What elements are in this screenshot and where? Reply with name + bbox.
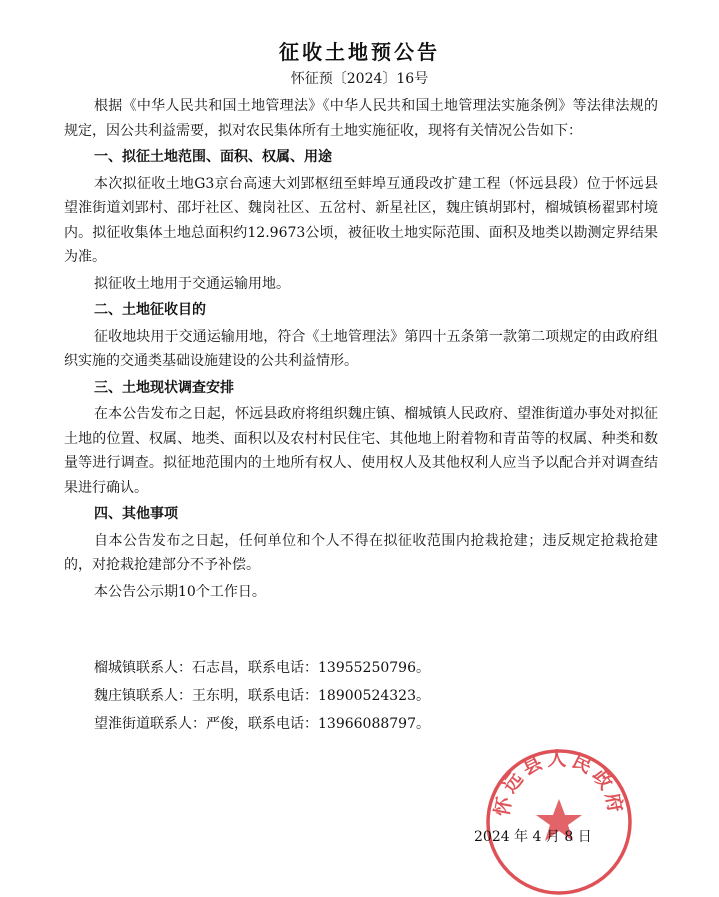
contact-liucheng: 榴城镇联系人：石志昌，联系电话：13955250796。 [94, 660, 430, 676]
section-4-paragraph-2: 本公告公示期10个工作日。 [94, 583, 266, 600]
contact-wanghuai: 望淮街道联系人：严俊，联系电话：13966088797。 [94, 716, 430, 732]
section-heading-3: 三、土地现状调查安排 [94, 379, 234, 396]
section-1-paragraph-1: 本次拟征收土地G3京台高速大刘郢枢纽至蚌埠互通段改扩建工程（怀远县段）位于怀远县望淮街道刘郢村、邵圩社区、魏岗社区、五岔村、新星社区，魏庄镇胡郢村，榴城镇杨翟郢村境内。拟征收集体土地总面积约12.9673公顷，被征收土地实际范围、面积及地类以勘测定界结果为准。 [64, 175, 658, 265]
section-2-paragraph: 征收地块用于交通运输用地，符合《土地管理法》第四十五条第一款第二项规定的由政府组织实施的交通类基础设施建设的公共利益情形。 [64, 328, 658, 369]
notice-body [64, 94, 658, 606]
seal-text: 怀远县人民政府 [491, 748, 627, 818]
section-heading-4: 四、其他事项 [94, 506, 178, 522]
section-heading-1: 一、拟征土地范围、面积、权属、用途 [94, 149, 332, 165]
contact-weizhuang: 魏庄镇联系人：王东明，联系电话：18900524323。 [94, 688, 430, 704]
official-seal-stamp [484, 747, 634, 897]
section-4-paragraph-1: 自本公告发布之日起，任何单位和个人不得在拟征收范围内抢栽抢建；违反规定抢栽抢建的，对抢栽抢建部分不予补偿。 [64, 532, 658, 573]
issue-date: 2024 年 4 月 8 日 [474, 829, 592, 845]
section-heading-2: 二、土地征收目的 [94, 302, 206, 318]
contact-list [94, 656, 430, 740]
page-title: 征收土地预公告 [279, 40, 440, 64]
document-number: 怀征预〔2024〕16号 [290, 71, 429, 87]
section-1-paragraph-2: 拟征收土地用于交通运输用地。 [94, 275, 290, 292]
section-3-paragraph: 在本公告发布之日起，怀远县政府将组织魏庄镇、榴城镇人民政府、望淮街道办事处对拟征土地的位置、权属、地类、面积以及农村村民住宅、其他地上附着物和青苗等的权属、种类和数量等进行调查。拟征地范围内的土地所有权人、使用权人及其他权利人应当予以配合并对调查结果进行确认。 [64, 406, 658, 496]
intro-paragraph: 根据《中华人民共和国土地管理法》《中华人民共和国土地管理法实施条例》等法律法规的规定，因公共利益需要，拟对农民集体所有土地实施征收，现将有关情况公告如下： [64, 98, 658, 139]
